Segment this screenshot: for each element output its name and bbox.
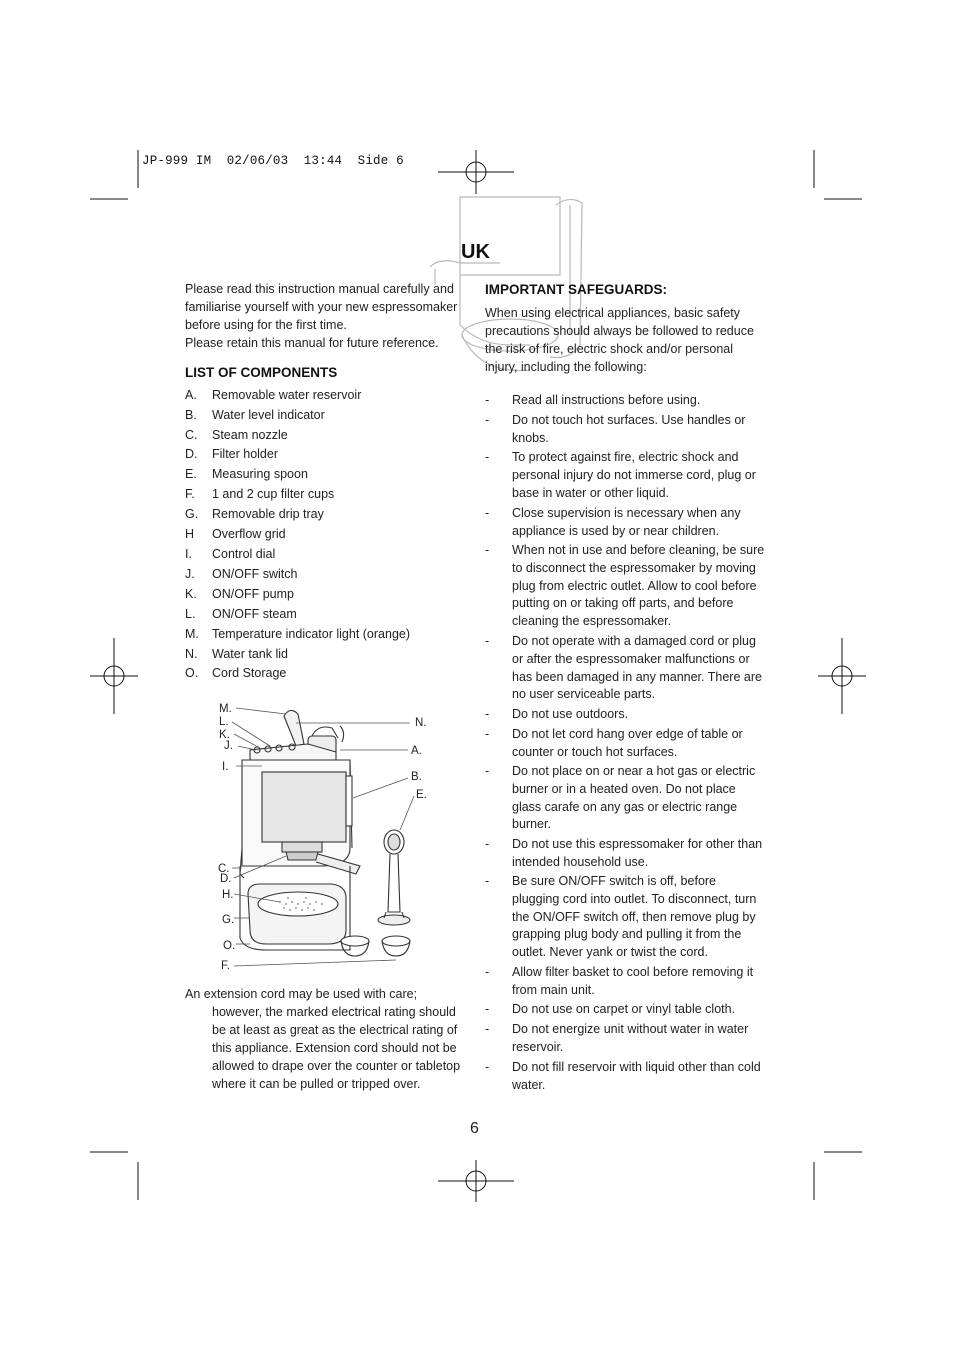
safeguards-intro-line: precautions should always be followed to reduce [485, 324, 754, 338]
component-letter: G. [185, 507, 199, 521]
component-letter: H [185, 527, 195, 541]
page-number: 6 [470, 1120, 479, 1137]
component-name: Control dial [212, 547, 276, 561]
label-j: J. [224, 740, 233, 752]
bullet-dash: - [485, 727, 490, 741]
bullet-dash: - [485, 393, 490, 407]
component-letter: I. [185, 547, 192, 561]
component-name: Removable drip tray [212, 507, 324, 521]
safeguard-line: Do not energize unit without water in water [512, 1022, 749, 1036]
safeguard-line: Read all instructions before using. [512, 393, 701, 407]
print-slug: JP-999 IM 02/06/03 13:44 Side 6 [142, 154, 404, 168]
label-k: K. [219, 729, 230, 741]
registration-mark-bottom [438, 1160, 514, 1202]
safeguard-text [512, 763, 768, 834]
safeguard-line: outlet. Never yank or twist the cord. [512, 945, 708, 960]
safeguard-line: knobs. [512, 430, 549, 445]
safeguard-line: Do not use on carpet or vinyl table cloth. [512, 1002, 736, 1016]
component-letter: K. [185, 587, 197, 601]
safeguard-line: Allow filter basket to cool before removing it [512, 965, 754, 979]
intro-paragraph [185, 280, 475, 352]
label-h: H. [222, 889, 234, 901]
extension-line: be at least as great as the electrical rating of [212, 1023, 458, 1037]
safeguard-line: base in water or other liquid. [512, 485, 670, 500]
component-name: Temperature indicator light (orange) [212, 627, 411, 641]
safeguard-line: counter or touch hot surfaces. [512, 744, 678, 759]
measuring-spoon [378, 830, 410, 925]
safeguard-text [512, 392, 768, 410]
label-e: E. [416, 789, 427, 801]
safeguard-line: plugging cord into outlet. To disconnect, turn [512, 891, 757, 906]
safeguard-line: intended household use. [512, 854, 649, 869]
filter-holder [286, 852, 318, 860]
intro-line: Please read this instruction manual carefully and [185, 282, 454, 296]
safeguard-line: the ON/OFF switch off, then remove plug by [512, 909, 756, 924]
intro-line: before using for the first time. [185, 318, 347, 332]
component-letter: E. [185, 467, 197, 481]
safeguard-line: To protect against fire, electric shock and [512, 450, 739, 464]
safeguard-line: has been damaged in any manner. There are [512, 669, 762, 684]
safeguards-list [485, 392, 775, 1102]
safeguard-line: burner or in a heated oven. Do not place [512, 781, 736, 796]
components-list [185, 386, 475, 686]
component-letter: A. [185, 388, 197, 402]
safeguard-text [512, 505, 768, 541]
water-level-indicator [346, 776, 352, 826]
bullet-dash: - [485, 965, 490, 979]
label-c: C. [218, 863, 230, 875]
safeguard-line: putting on or taking off parts, and before [512, 596, 734, 611]
safeguard-line: to disconnect the espressomaker by moving [512, 560, 756, 575]
intro-line: Please retain this manual for future reference. [185, 336, 439, 350]
component-name: ON/OFF switch [212, 567, 298, 581]
component-letter: N. [185, 647, 198, 661]
safeguard-line: When not in use and before cleaning, be sure [512, 543, 765, 557]
safeguard-line: burner. [512, 817, 551, 832]
component-name: Filter holder [212, 447, 278, 461]
component-name: Steam nozzle [212, 428, 288, 442]
safeguard-line: from main unit. [512, 982, 595, 997]
safeguard-line: no user serviceable parts. [512, 687, 656, 702]
safeguard-line: or after the espressomaker malfunctions or [512, 651, 750, 666]
bullet-dash: - [485, 450, 490, 464]
safeguard-text [512, 542, 768, 631]
component-name: ON/OFF steam [212, 607, 297, 621]
safeguard-text [512, 836, 768, 872]
label-l: L. [219, 716, 229, 728]
safeguard-text [512, 964, 768, 1000]
espresso-machine-diagram [200, 698, 450, 980]
bullet-dash: - [485, 837, 490, 851]
extension-line: allowed to drape over the counter or tabletop [212, 1059, 461, 1073]
safeguard-line: personal injury do not immerse cord, plug or [512, 467, 756, 482]
component-name: Removable water reservoir [212, 388, 362, 402]
bullet-dash: - [485, 634, 490, 648]
bullet-dash: - [485, 543, 490, 557]
component-name: Water tank lid [212, 647, 288, 661]
language-tab: UK [461, 241, 490, 263]
component-letter: D. [185, 447, 198, 461]
safeguard-text [512, 873, 768, 962]
component-name: 1 and 2 cup filter cups [212, 487, 335, 501]
filter-cups [341, 936, 410, 956]
safeguard-text [512, 449, 768, 502]
bullet-dash: - [485, 707, 490, 721]
component-letter: L. [185, 607, 196, 621]
components-heading: LIST OF COMPONENTS [185, 365, 338, 380]
extension-cord-paragraph [185, 985, 475, 1093]
safeguard-line: cleaning the espressomaker. [512, 614, 672, 629]
safeguard-line: Close supervision is necessary when any [512, 506, 741, 520]
bullet-dash: - [485, 1002, 490, 1016]
safeguard-text [512, 1021, 768, 1057]
component-letter: J. [185, 567, 195, 581]
label-m: M. [219, 703, 232, 715]
component-name: Overflow grid [212, 527, 286, 541]
safeguard-line: reservoir. [512, 1039, 564, 1054]
label-o: O. [223, 940, 236, 952]
bullet-dash: - [485, 1022, 490, 1036]
safeguard-line: Do not operate with a damaged cord or plug [512, 634, 756, 648]
component-letter: O. [185, 666, 199, 680]
bullet-dash: - [485, 413, 490, 427]
safeguard-text [512, 706, 768, 724]
safeguard-line: Do not use outdoors. [512, 707, 629, 721]
safeguard-line: Do not fill reservoir with liquid other than cold [512, 1060, 761, 1074]
safeguard-line: water. [512, 1077, 546, 1092]
intro-line: familiarise yourself with your new espressomaker [185, 300, 458, 314]
water-tank-lid [284, 710, 304, 746]
bullet-dash: - [485, 764, 490, 778]
component-letter: F. [185, 487, 195, 501]
safeguard-line: Do not use this espressomaker for other than [512, 837, 763, 851]
label-n: N. [415, 717, 427, 729]
extension-line: this appliance. Extension cord should not be [212, 1041, 457, 1055]
bullet-dash: - [485, 874, 490, 888]
label-b: B. [411, 771, 422, 783]
safeguard-text [512, 412, 768, 448]
safeguards-intro-line: When using electrical appliances, basic safety [485, 306, 740, 320]
safeguard-line: grapping plug body and pulling it from the [512, 927, 742, 942]
label-i: I. [222, 761, 229, 773]
bullet-dash: - [485, 1060, 490, 1074]
label-f: F. [221, 960, 230, 972]
safeguard-text [512, 1001, 768, 1019]
safeguard-line: glass carafe on any gas or electric range [512, 799, 738, 814]
safeguard-line: plug from electric outlet. Allow to cool before [512, 578, 757, 593]
safeguard-line: appliance is used by or near children. [512, 523, 720, 538]
label-g: G. [222, 914, 235, 926]
registration-mark-left [90, 638, 138, 714]
component-letter: M. [185, 627, 199, 641]
safeguard-line: Do not let cord hang over edge of table or [512, 727, 743, 741]
safeguard-line: Do not place on or near a hot gas or electric [512, 764, 756, 778]
safeguards-intro-line: the risk of fire, electric shock and/or personal [485, 342, 734, 356]
safeguard-text [512, 1059, 768, 1095]
component-name: Cord Storage [212, 666, 287, 680]
safeguards-heading: IMPORTANT SAFEGUARDS: [485, 282, 667, 297]
safeguard-line: Be sure ON/OFF switch is off, before [512, 874, 717, 888]
label-a: A. [411, 745, 422, 757]
safeguard-text [512, 633, 768, 704]
component-name: Water level indicator [212, 408, 325, 422]
safeguard-line: Do not touch hot surfaces. Use handles or [512, 413, 746, 427]
extension-line: where it can be pulled or tripped over. [212, 1077, 421, 1091]
registration-mark-right [818, 638, 866, 714]
safeguards-intro [485, 304, 775, 376]
safeguards-intro-line: injury, including the following: [485, 360, 647, 374]
component-letter: B. [185, 408, 197, 422]
component-name: ON/OFF pump [212, 587, 294, 601]
label-d: D. [220, 873, 232, 885]
component-name: Measuring spoon [212, 467, 308, 481]
extension-line: An extension cord may be used with care; [185, 987, 418, 1001]
component-letter: C. [185, 428, 198, 442]
bullet-dash: - [485, 506, 490, 520]
extension-line: however, the marked electrical rating should [212, 1005, 456, 1019]
safeguard-text [512, 726, 768, 762]
